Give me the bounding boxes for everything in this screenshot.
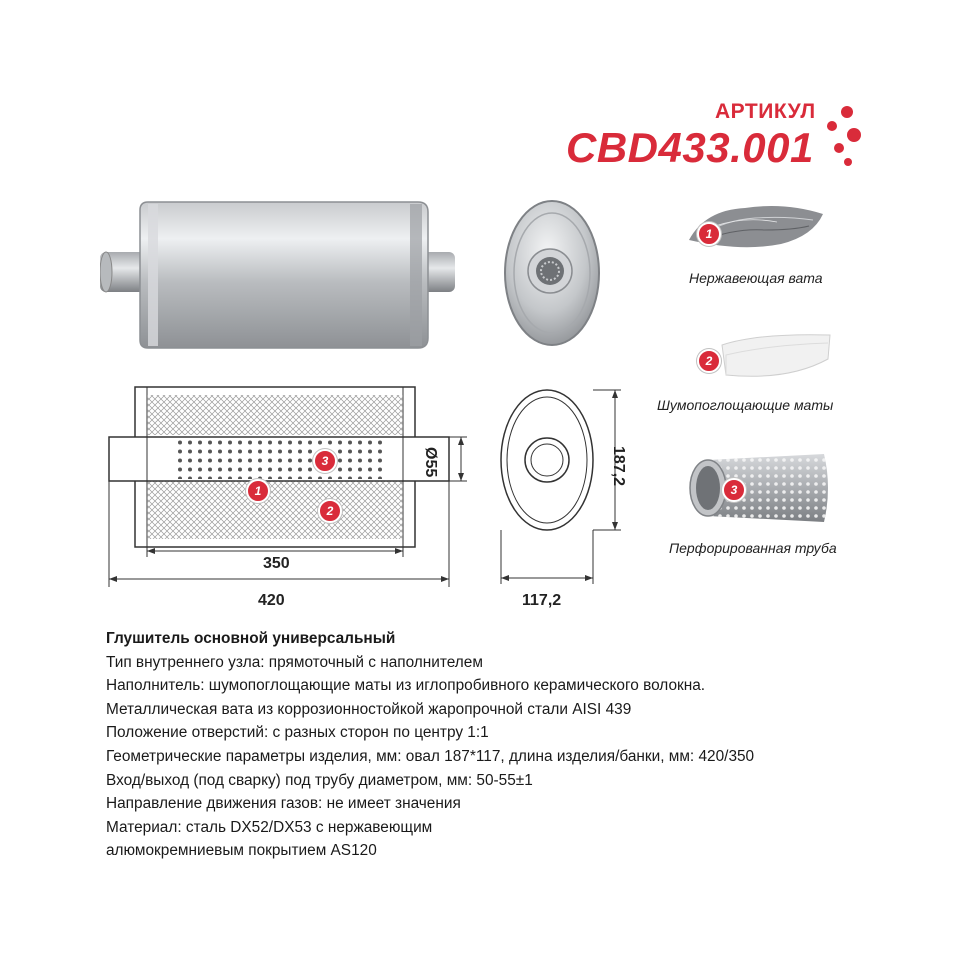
dim-total-length: 420 [258,592,285,609]
dim-pipe-diameter: Ø55 [422,447,439,478]
spec-line: Вход/выход (под сварку) под трубу диаметром, мм: 50-55±1 [106,771,533,789]
section-drawing [95,375,495,605]
material-2-badge: 2 [697,349,721,373]
material-3-caption: Перфорированная труба [669,540,837,556]
perforated-pipe-icon [684,448,834,530]
ceramic-mat-icon [718,325,836,385]
artikul-label: АРТИКУЛ [715,100,816,123]
brand-dots-icon [820,100,870,170]
spec-line: Направление движения газов: не имеет значения [106,795,461,813]
dim-height: 187,2 [610,446,627,487]
dim-can-length: 350 [263,555,290,572]
callout-3: 3 [313,449,337,473]
material-1-badge: 1 [697,222,721,246]
spec-title: Глушитель основной универсальный [106,630,396,647]
muffler-side-photo [100,190,460,360]
spec-line: Металлическая вата из коррозионностойкой жаропрочной стали AISI 439 [106,700,632,718]
spec-block [106,627,896,863]
dim-width: 117,2 [522,592,562,609]
callout-2: 2 [318,499,342,523]
spec-line: алюмокремниевым покрытием AS120 [106,842,377,860]
spec-line: Тип внутреннего узла: прямоточный с наполнителем [106,653,483,671]
spec-line: Положение отверстий: с разных сторон по центру 1:1 [106,724,489,742]
muffler-end-photo [500,195,610,355]
article-code: CBD433.001 [566,124,814,171]
callout-1: 1 [246,479,270,503]
spec-line: Материал: сталь DX52/DX53 с нержавеющим [106,818,433,836]
material-3-badge: 3 [722,478,746,502]
material-2-caption: Шумопоглощающие маты [657,397,834,413]
spec-line: Геометрические параметры изделия, мм: овал 187*117, длина изделия/банки, мм: 420/350 [106,747,755,765]
material-1-caption: Нержавеющая вата [689,270,823,286]
spec-line: Наполнитель: шумопоглощающие маты из иглопробивного керамического волокна. [106,677,706,695]
